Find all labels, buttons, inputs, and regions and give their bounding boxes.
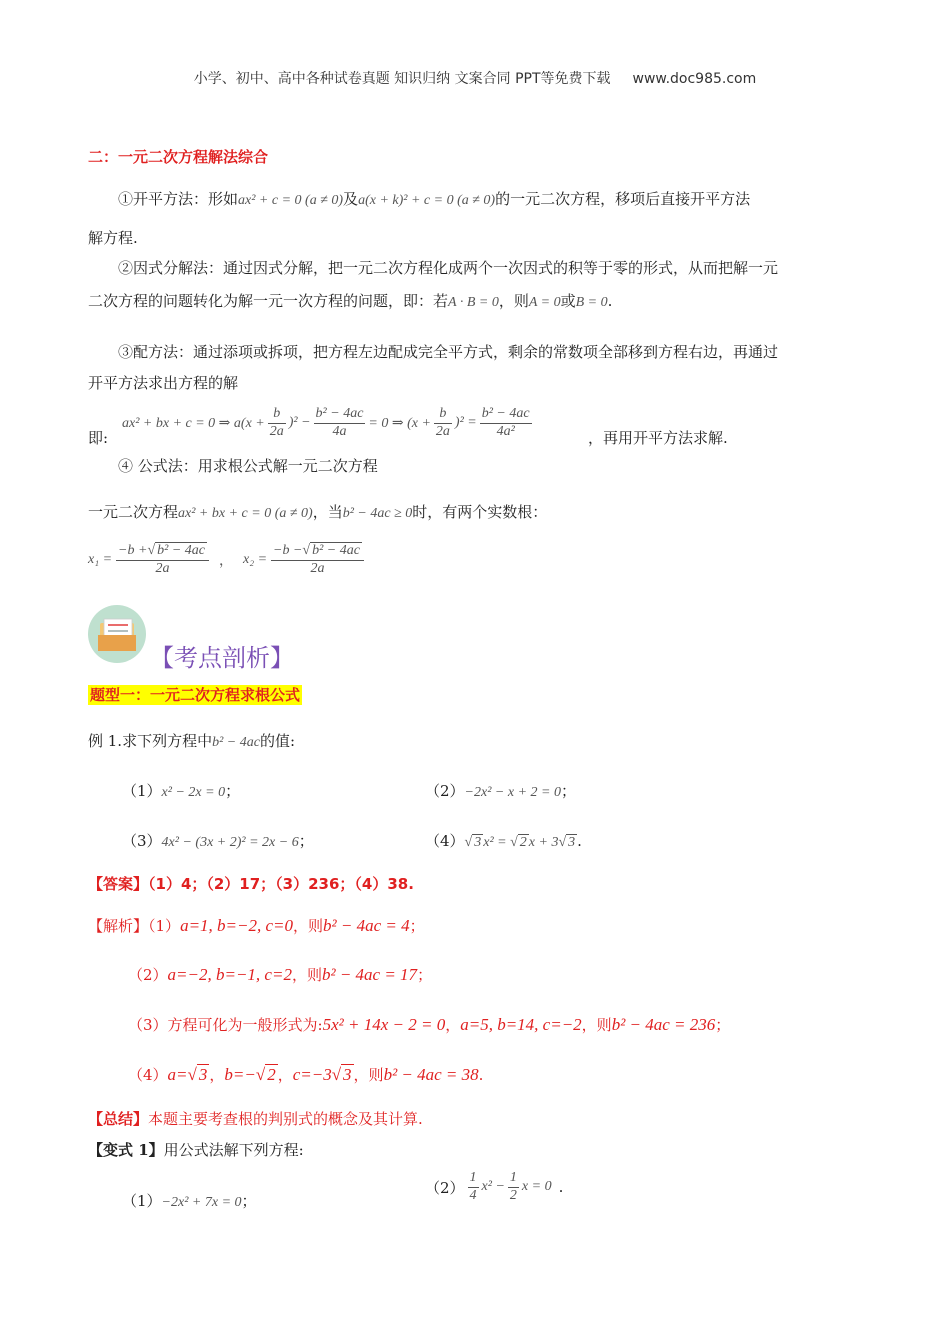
analysis-line1 xyxy=(88,915,425,936)
x1-num: −b +√ b² − 4ac xyxy=(116,543,209,560)
l4-a2: 3 xyxy=(198,1065,208,1084)
ex1-p3-end: ； xyxy=(298,832,314,850)
method2-line2 xyxy=(88,290,612,311)
ex1-p3-eq: 4x² − (3x + 2)² = 2x − 6 xyxy=(161,835,299,850)
method1-text-b: 的一元二次方程，移项后直接开平方法 xyxy=(495,190,751,208)
ex1-p4-r1: 3 xyxy=(474,835,482,850)
variant1-line xyxy=(88,1139,304,1160)
method2-or: 或 xyxy=(560,292,576,310)
m3-eq-c: = 0 ⇒ (x + xyxy=(368,415,431,431)
ex1-intro-a: 例 1.求下列方程中 xyxy=(88,732,213,750)
m3-frac1-num: b xyxy=(268,406,286,423)
analysis-l3-res: b² − 4ac = 236 xyxy=(611,1015,716,1034)
analysis-l4-res: b² − 4ac = 38 xyxy=(383,1065,479,1084)
x2-frac xyxy=(271,543,364,576)
x1-den: 2a xyxy=(155,560,170,576)
type1-title xyxy=(88,684,302,705)
analysis-l1-end: ； xyxy=(409,917,425,935)
analysis-l4-num: （4） xyxy=(128,1066,168,1084)
kaodian-title: 【考点剖析】 xyxy=(150,644,294,672)
summary-line xyxy=(88,1108,423,1129)
analysis-l2-res: b² − 4ac = 17 xyxy=(321,965,418,984)
v1-p2-frac2 xyxy=(508,1170,519,1203)
m5-eq1: ax² + bx + c = 0 (a ≠ 0) xyxy=(178,506,313,521)
analysis-l4-end: . xyxy=(478,1066,484,1084)
l4-c2: 3 xyxy=(343,1065,352,1084)
v1-p1-eq: −2x² + 7x = 0 xyxy=(161,1195,242,1210)
ex1-p4-r2: 2 xyxy=(519,835,527,850)
ex1-problem-4 xyxy=(425,830,582,851)
quadratic-formula xyxy=(88,535,364,585)
v1-p2-label: （2） xyxy=(425,1178,465,1197)
method3-equation xyxy=(122,400,532,446)
m3-frac3-den: 2a xyxy=(435,423,450,439)
page-header xyxy=(0,68,950,88)
x1-num-b: b² − 4ac xyxy=(157,543,205,559)
ex1-problem-3 xyxy=(122,830,314,851)
variant1-label: 【变式 1】 xyxy=(88,1141,164,1159)
ex1-p1-eq: x² − 2x = 0 xyxy=(161,785,226,800)
header-url[interactable]: www.doc985.com xyxy=(632,71,757,87)
analysis-l4-c: c=−3√ 3 xyxy=(292,1065,352,1084)
m3-frac4-den: 4a² xyxy=(496,423,515,439)
method1-text-a: ①开平方法：形如 xyxy=(118,190,239,208)
ex1-intro-b: 的值: xyxy=(259,732,296,750)
section-title: 二：一元二次方程解法综合 xyxy=(88,148,269,166)
v1-p1-label: （1） xyxy=(122,1192,162,1210)
notebook-icon xyxy=(88,605,146,663)
analysis-l3-text: 方程可化为一般形式为: xyxy=(167,1016,323,1034)
ex1-p4-eq: √ 3 x² = √ 2 x + 3√ 3 xyxy=(464,835,576,850)
method4-line: ④ 公式法：用求根公式解一元二次方程 xyxy=(118,457,378,475)
method1-line1 xyxy=(118,188,750,209)
analysis-l4-mid: ，则 xyxy=(353,1066,384,1084)
m3-eq-a: ax² + bx + c = 0 ⇒ a(x + xyxy=(122,415,265,431)
analysis-l3-end: ； xyxy=(715,1016,731,1034)
example1-intro xyxy=(88,730,295,751)
m3-eq-b: )² − xyxy=(288,415,311,430)
method5-line xyxy=(88,501,547,522)
ex1-p2-eq: −2x² − x + 2 = 0 xyxy=(464,785,561,800)
analysis-l1-eq: a=1, b=−2, c=0 xyxy=(180,916,293,935)
v1-p1-end: ； xyxy=(241,1192,257,1210)
m3-frac4-num: b² − 4ac xyxy=(480,406,532,423)
ex1-problem-1 xyxy=(122,780,240,801)
ex1-p4-end: . xyxy=(577,832,582,850)
l4-b1: b=− xyxy=(224,1065,256,1084)
m3-frac2 xyxy=(314,406,366,439)
analysis-l3-mid: ，则 xyxy=(581,1016,612,1034)
m5-text-b: ，当 xyxy=(312,503,343,521)
m5-text-a: 一元二次方程 xyxy=(88,503,179,521)
v1-p2-f1n: 1 xyxy=(468,1170,479,1187)
m5-text-c: 时，有两个实数根： xyxy=(412,503,548,521)
v1-p2-f2d: 2 xyxy=(509,1187,517,1203)
analysis-l2-end: ； xyxy=(417,966,433,984)
analysis-label: 【解析】 xyxy=(88,917,149,935)
l4-s1: ， xyxy=(209,1066,225,1084)
summary-label: 【总结】 xyxy=(88,1110,149,1128)
analysis-l4-a: a=√ 3 xyxy=(167,1065,208,1084)
x2-num-a: −b − xyxy=(273,543,303,559)
method2-eq1: A · B = 0 xyxy=(448,295,499,310)
method3-ji: 即: xyxy=(88,429,109,447)
v1-p2-frac1 xyxy=(468,1170,479,1203)
ex1-p1-label: （1） xyxy=(122,782,162,800)
method1-and: 及 xyxy=(343,190,359,208)
l4-c1: c=−3 xyxy=(292,1065,332,1084)
m3-frac1 xyxy=(268,406,286,439)
x1-lhs: x₁ = xyxy=(88,552,113,567)
ex1-p3-label: （3） xyxy=(122,832,162,850)
ex1-p4-mid1: x² = xyxy=(483,835,507,850)
type1-title-text: 题型一：一元二次方程求根公式 xyxy=(90,686,301,704)
analysis-l3-sep: ， xyxy=(445,1016,461,1034)
m5-eq2: b² − 4ac ≥ 0 xyxy=(342,506,413,521)
x2-den: 2a xyxy=(310,560,325,576)
header-text: 小学、初中、高中各种试卷真题 知识归纳 文案合同 PPT等免费下载 xyxy=(193,71,611,87)
v1-p2-end: . xyxy=(558,1178,564,1196)
analysis-l1-num: （1） xyxy=(148,917,181,935)
variant1-problem-1 xyxy=(122,1190,257,1211)
ex1-p4-r3: 3 xyxy=(568,835,576,850)
v1-p2-tail: x = 0 xyxy=(521,1179,552,1194)
m3-frac3-num: b xyxy=(434,406,452,423)
m3-eq-d: )² = xyxy=(454,415,477,430)
method3-line2: 开平方法求出方程的解 xyxy=(88,374,239,392)
analysis-l3-coef: a=5, b=14, c=−2 xyxy=(460,1015,582,1034)
analysis-line2 xyxy=(128,964,432,985)
variant1-problem-2 xyxy=(425,1164,563,1210)
m3-frac4 xyxy=(480,406,532,439)
ex1-intro-eq: b² − 4ac xyxy=(212,735,260,750)
method2-line1: ②因式分解法：通过因式分解，把一元二次方程化成两个一次因式的积等于零的形式，从而把解一元 xyxy=(118,259,779,277)
analysis-l4-b: b=−√ 2 xyxy=(224,1065,276,1084)
m3-frac2-num: b² − 4ac xyxy=(314,406,366,423)
v1-p2-f2n: 1 xyxy=(508,1170,519,1187)
method2-text-c: ，则 xyxy=(498,292,529,310)
answer-line: 【答案】（1）4；（2）17；（3）236；（4）38. xyxy=(88,875,414,893)
ex1-p4-label: （4） xyxy=(425,832,465,850)
l4-b2: 2 xyxy=(267,1065,276,1084)
method2-end: . xyxy=(607,292,613,310)
method2-eq3: B = 0 xyxy=(575,295,608,310)
ex1-p2-label: （2） xyxy=(425,782,465,800)
analysis-line3 xyxy=(128,1014,730,1035)
method1-eq2: a(x + k)² + c = 0 (a ≠ 0) xyxy=(358,193,496,208)
v1-p2-f1d: 4 xyxy=(469,1187,477,1203)
analysis-l3-num: （3） xyxy=(128,1016,168,1034)
m3-frac1-den: 2a xyxy=(269,423,284,439)
l4-s2: ， xyxy=(277,1066,293,1084)
ex1-problem-2 xyxy=(425,780,576,801)
analysis-l1-res: b² − 4ac = 4 xyxy=(323,916,410,935)
ex1-p4-mid2: x + 3 xyxy=(528,835,559,850)
analysis-l3-eq: 5x² + 14x − 2 = 0 xyxy=(322,1015,446,1034)
method2-eq2: A = 0 xyxy=(528,295,561,310)
method1-line2: 解方程. xyxy=(88,229,138,247)
x1-frac xyxy=(116,543,209,576)
method1-eq1: ax² + c = 0 (a ≠ 0) xyxy=(238,193,344,208)
method3-line1: ③配方法：通过添项或拆项，把方程左边配成完全平方式，剩余的常数项全部移到方程右边，再通过 xyxy=(118,343,779,361)
formula-sep: ， xyxy=(218,554,233,569)
method3-tail: ，再用开平方法求解. xyxy=(588,429,728,447)
analysis-line4 xyxy=(128,1064,483,1085)
x2-num: −b −√ b² − 4ac xyxy=(271,543,364,560)
analysis-l2-eq: a=−2, b=−1, c=2 xyxy=(167,965,292,984)
analysis-l1-mid: ，则 xyxy=(293,917,324,935)
summary-text: 本题主要考查根的判别式的概念及其计算. xyxy=(148,1110,423,1128)
x1-num-a: −b + xyxy=(118,543,148,559)
v1-p2-mid: x² − xyxy=(481,1179,505,1194)
method2-text-b: 二次方程的问题转化为解一元一次方程的问题，即：若 xyxy=(88,292,449,310)
analysis-l2-mid: ，则 xyxy=(291,966,322,984)
m3-frac2-den: 4a xyxy=(332,423,347,439)
x2-lhs: x₂ = xyxy=(242,552,268,567)
variant1-text: 用公式法解下列方程: xyxy=(163,1141,304,1159)
l4-a1: a= xyxy=(167,1065,188,1084)
ex1-p1-end: ； xyxy=(225,782,241,800)
ex1-p2-end: ； xyxy=(560,782,576,800)
x2-num-b: b² − 4ac xyxy=(312,543,360,559)
analysis-l2-num: （2） xyxy=(128,966,168,984)
m3-frac3 xyxy=(434,406,452,439)
